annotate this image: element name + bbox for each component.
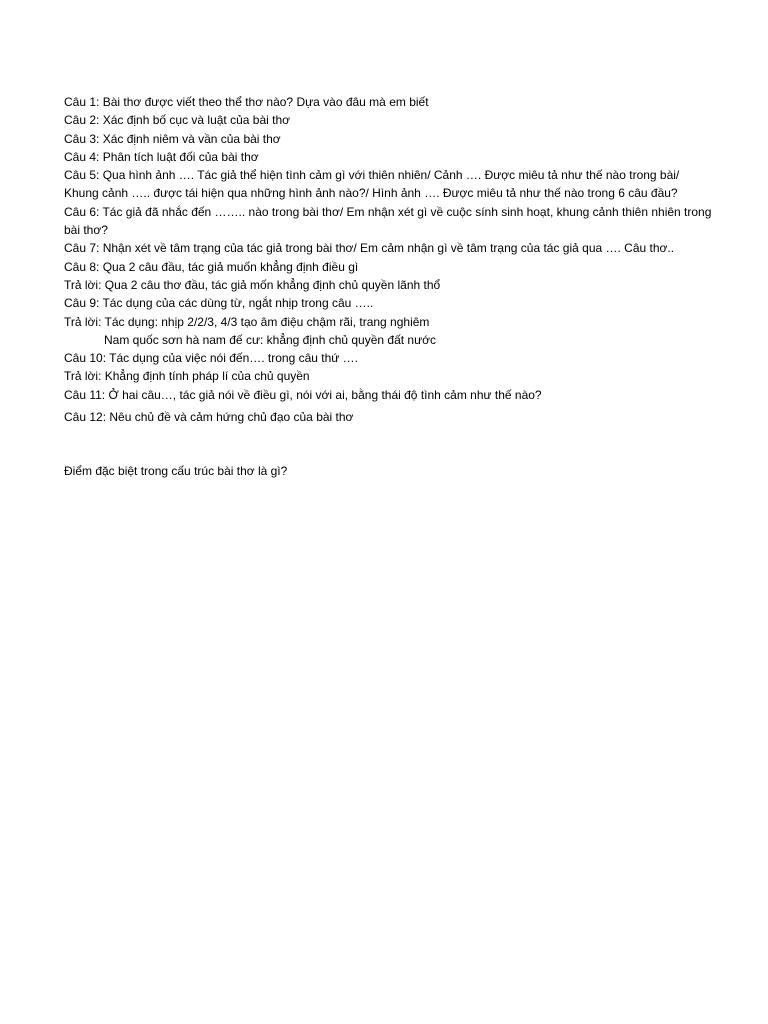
question-5: Câu 5: Qua hình ảnh …. Tác giả thể hiện tình cảm gì với thiên nhiên/ Cảnh …. Được miêu tả như thế nào trong bài/ Khung cảnh ….. được tái hiện qua những hình ảnh nào?/ Hình ảnh …. Được miêu tả như thế nào trong 6 câu đầu? [64,168,680,201]
question-11: Câu 11: Ở hai câu…, tác giả nói về điều gì, nói với ai, bằng thái độ tình cảm như thế nào? [64,387,542,402]
answer-9-detail: Nam quốc sơn hà nam đế cư: khẳng định chủ quyền đất nước [104,332,436,347]
answer-8: Trả lời: Qua 2 câu thơ đầu, tác giả mốn khẳng định chủ quyền lãnh thổ [64,277,441,292]
question-6: Câu 6: Tác giả đã nhắc đến …….. nào trong bài thơ/ Em nhận xét gì về cuộc sính sinh hoạt, khung cảnh thiên nhiên trong bài thơ? [64,204,712,238]
question-8: Câu 8: Qua 2 câu đầu, tác giả muốn khẳng định điều gì [64,259,359,274]
question-10: Câu 10: Tác dụng của việc nói đến…. trong câu thứ …. [64,351,358,366]
answer-9: Trả lời: Tác dụng: nhịp 2/2/3, 4/3 tạo âm điệu chậm rãi, trang nghiêm [64,314,430,329]
question-12: Câu 12: Nêu chủ đề và cảm hứng chủ đạo của bài thơ [64,410,354,425]
question-7: Câu 7: Nhận xét về tâm trạng của tác giả trong bài thơ/ Em cảm nhận gì về tâm trạng của tác giả qua …. Câu thơ.. [64,241,675,256]
question-2: Câu 2: Xác định bố cục và luật của bài thơ [64,113,291,128]
structure-question: Điểm đặc biệt trong cấu trúc bài thơ là gì? [64,464,288,479]
question-4: Câu 4: Phân tích luật đối của bài thơ [64,149,259,164]
question-1: Câu 1: Bài thơ được viết theo thể thơ nào? Dựa vào đâu mà em biết [64,95,429,109]
question-3: Câu 3: Xác định niêm và vần của bài thơ [64,131,281,146]
question-9: Câu 9: Tác dụng của các dùng từ, ngắt nhịp trong câu ….. [64,296,374,311]
answer-10: Trả lời: Khẳng định tính pháp lí của chủ quyền [64,369,310,384]
document-body [64,93,714,481]
